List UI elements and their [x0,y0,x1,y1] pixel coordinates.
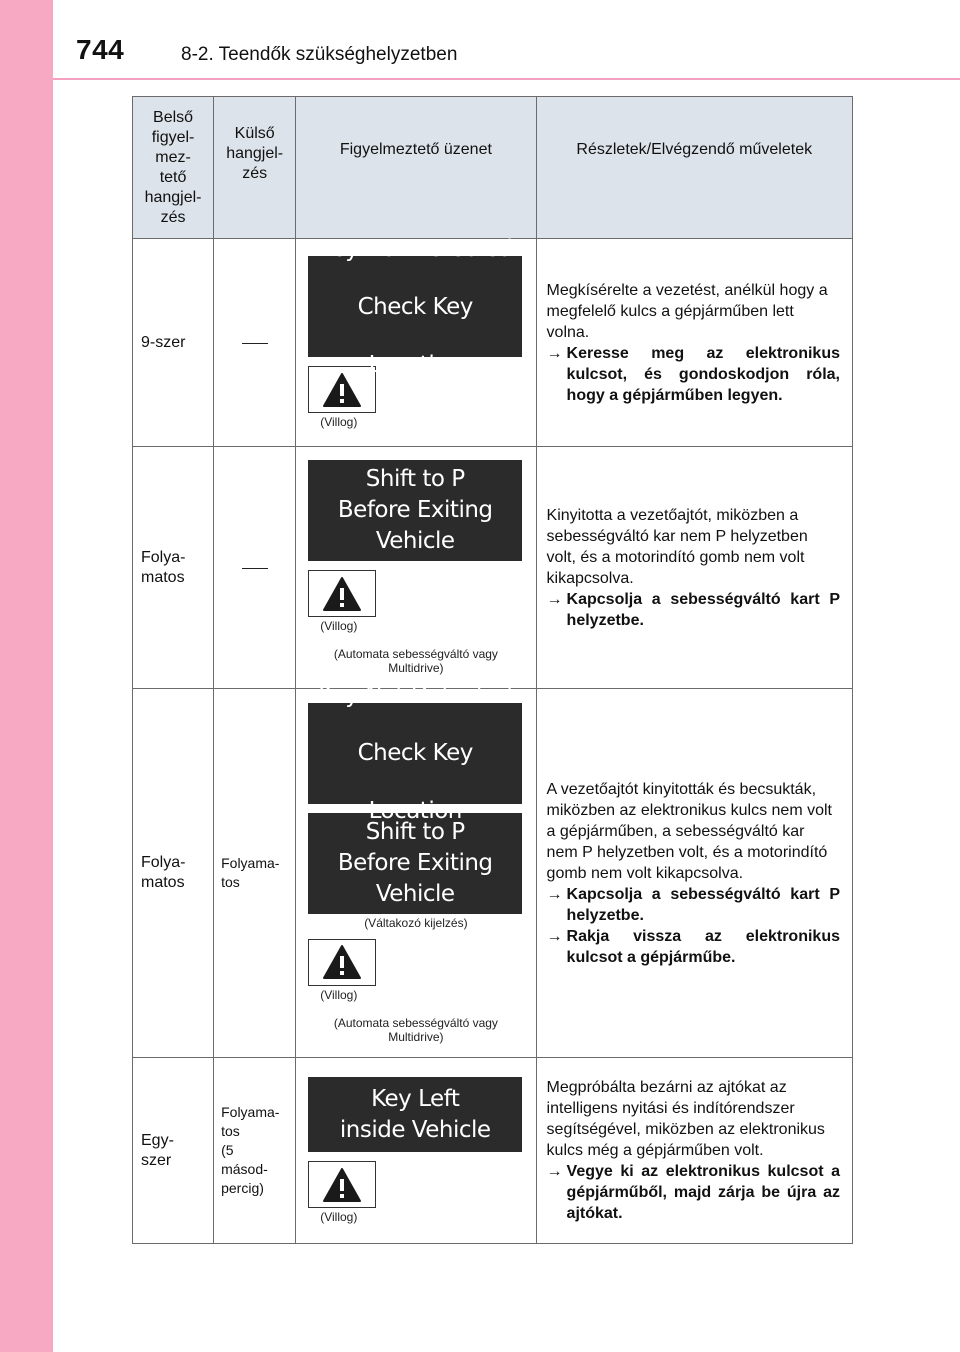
side-bar [0,0,53,1352]
right-arrow-icon: → [546,885,563,903]
warning-message-cell [296,682,536,1058]
transmission-note: (Automata sebességváltó vagy Multidrive) [333,1015,498,1044]
flash-caption: (Villog) [320,1210,358,1224]
external-buzzer-cell: Folyama- tos [214,689,296,1058]
action-item: → Kapcsolja a sebességváltó kart P helyzetbe. [546,590,840,629]
right-arrow-icon: → [546,1163,563,1180]
details-description: Megpróbálta bezárni az ajtókat az intelligens nyitási és indítórendszer segítségével, miközben az elektronikus kulcs még a gépjárműben volt. [546,1079,825,1159]
internal-buzzer-cell: Egy- szer [133,1058,214,1244]
display-screen: Shift to P Before Exiting Vehicle [308,813,522,914]
page-number: 744 [76,34,125,65]
transmission-note: (Automata sebességváltó vagy Multidrive) [333,647,498,675]
details-cell [536,239,852,447]
internal-buzzer-cell: Folya- matos [133,689,214,1058]
right-arrow-icon: → [546,344,563,362]
action-item: → Vegye ki az elektronikus kulcsot a gépjárműből, majd zárja be újra az ajtókat. [546,1163,840,1222]
external-buzzer-cell: Folyama- tos (5 másod- percig) [214,1058,296,1244]
external-buzzer-cell [214,239,296,447]
flash-caption: (Villog) [320,415,358,429]
table-row [133,447,853,689]
internal-buzzer-cell: Folya- matos [133,447,214,689]
warning-triangle-icon [308,1161,376,1208]
display-screen: Key Left inside Vehicle [308,1077,522,1152]
none-dash [242,343,268,344]
details-cell [536,1058,852,1244]
section-title: 8-2. Teendők szükséghelyzetben [181,44,458,65]
warning-triangle-icon [308,570,376,617]
header-external-buzzer: Külső hangjel- zés [214,97,296,239]
table-row [133,689,853,1058]
details-description: A vezetőajtót kinyitották és becsukták, miközben az elektronikus kulcs nem volt a gépjárműben, a sebességváltó kar nem P helyzetben volt, és a motorindító gomb nem volt kikapcsolva. [546,780,832,882]
right-arrow-icon: → [546,590,563,608]
warning-table [132,96,853,1244]
flash-caption: (Villog) [320,987,358,1002]
details-cell [536,689,852,1058]
warning-message-cell [296,235,536,447]
action-item: → Kapcsolja a sebességváltó kart P helyzetbe. [546,885,840,924]
details-description: Megkísérelte a vezetést, anélkül hogy a megfelelő kulcs a gépjárműben lett volna. [546,281,828,341]
details-cell [536,447,852,689]
flash-caption: (Villog) [320,619,358,633]
header-details: Részletek/Elvégzendő műveletek [536,97,852,239]
details-description: Kinyitotta a vezetőajtót, miközben a sebességváltó kar nem P helyzetben volt, és a motorindító gomb nem volt kikapcsolva. [546,506,808,587]
display-screen: Key Not Detected Check Key Location [308,256,522,357]
header-internal-buzzer: Belső figyel- mez- tető hangjel- zés [133,97,214,239]
warning-triangle-icon [308,939,376,986]
alternating-caption: (Váltakozó kijelzés) [364,915,468,930]
display-screen: Key Not Detected Check Key Location [308,703,522,804]
table-row [133,239,853,447]
warning-message-cell [296,1058,536,1244]
header-rule [53,78,960,80]
header-warning-message: Figyelmeztető üzenet [296,97,536,239]
action-item: → Rakja vissza az elektronikus kulcsot a gépjárműbe. [546,927,840,966]
none-dash [242,568,268,569]
internal-buzzer-cell: 9-szer [133,239,214,447]
action-item: → Keresse meg az elektronikus kulcsot, és gondoskodjon róla, hogy a gépjárműben legyen. [546,344,840,404]
table-row [133,1058,853,1244]
external-buzzer-cell [214,447,296,689]
table-header-row [133,97,853,239]
display-screen: Shift to P Before Exiting Vehicle [308,460,522,561]
right-arrow-icon: → [546,927,563,945]
warning-message-cell [296,447,536,689]
